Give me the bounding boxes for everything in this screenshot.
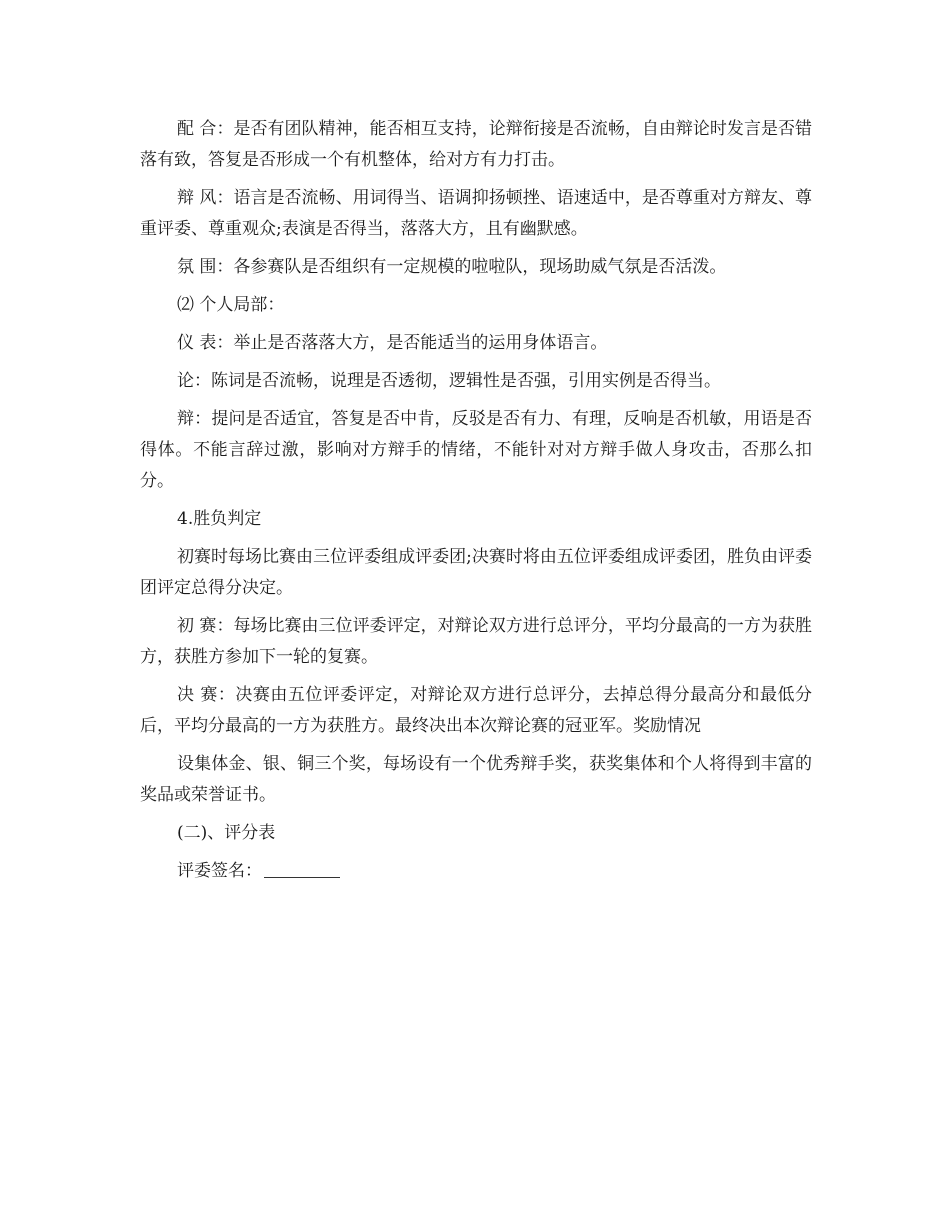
paragraph-cooperation: 配 合：是否有团队精神，能否相互支持，论辩衔接是否流畅，自由辩论时发言是否错落有致，答复是否形成一个有机整体，给对方有力打击。 bbox=[140, 119, 812, 170]
paragraph-result-heading: 4.胜负判定 bbox=[177, 509, 262, 529]
paragraph-debate-style: 辩 风：语言是否流畅、用词得当、语调抑扬顿挫、语速适中，是否尊重对方辩友、尊重评委、尊重观众;表演是否得当，落落大方，且有幽默感。 bbox=[140, 188, 812, 239]
document-body bbox=[140, 114, 812, 894]
paragraph-final: 决 赛：决赛由五位评委评定，对辩论双方进行总评分，去掉总得分最高分和最低分后，平均分最高的一方为获胜方。最终决出本次辩论赛的冠亚军。奖励情况 bbox=[140, 685, 812, 736]
signature-blank-line bbox=[264, 876, 340, 878]
paragraph-argument: 论：陈词是否流畅，说理是否透彻，逻辑性是否强，引用实例是否得当。 bbox=[177, 371, 721, 391]
paragraph-individual-heading: ⑵ 个人局部： bbox=[177, 295, 285, 315]
paragraph-preliminary: 初 赛：每场比赛由三位评委评定，对辩论双方进行总评分，平均分最高的一方为获胜方，获胜方参加下一轮的复赛。 bbox=[140, 616, 812, 667]
signature-row bbox=[140, 856, 812, 887]
paragraph-scoring-table-heading: (二)、评分表 bbox=[177, 823, 276, 843]
paragraph-atmosphere: 氛 围：各参赛队是否组织有一定规模的啦啦队，现场助威气氛是否活泼。 bbox=[177, 257, 727, 277]
paragraph-rebuttal: 辩：提问是否适宜，答复是否中肯，反驳是否有力、有理，反响是否机敏，用语是否得体。不能言辞过激，影响对方辩手的情绪，不能针对对方辩手做人身攻击，否那么扣分。 bbox=[140, 409, 812, 491]
paragraph-judging-panel: 初赛时每场比赛由三位评委组成评委团;决赛时将由五位评委组成评委团，胜负由评委团评定总得分决定。 bbox=[140, 547, 812, 598]
signature-label: 评委签名： bbox=[177, 861, 262, 881]
paragraph-awards: 设集体金、银、铜三个奖，每场设有一个优秀辩手奖，获奖集体和个人将得到丰富的奖品或荣誉证书。 bbox=[140, 754, 812, 805]
paragraph-appearance: 仪 表：举止是否落落大方，是否能适当的运用身体语言。 bbox=[177, 333, 608, 353]
